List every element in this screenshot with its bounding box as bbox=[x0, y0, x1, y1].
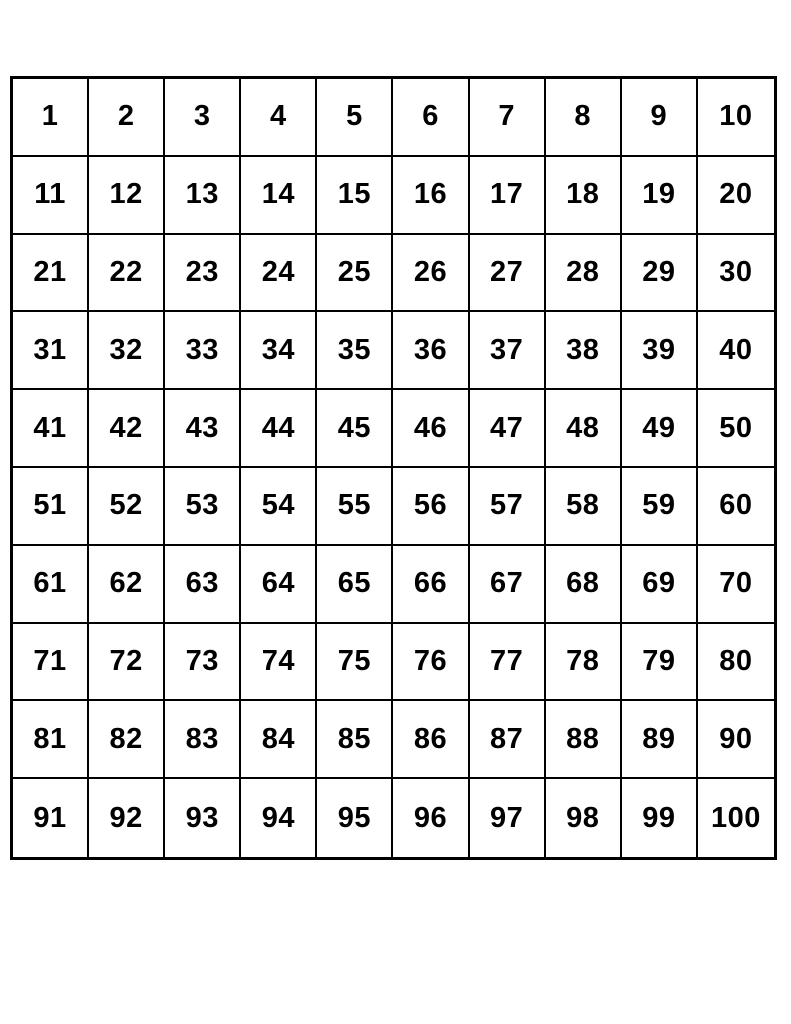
number-cell: 74 bbox=[241, 624, 317, 702]
number-cell: 78 bbox=[546, 624, 622, 702]
number-cell: 21 bbox=[13, 235, 89, 313]
number-cell: 62 bbox=[89, 546, 165, 624]
number-cell: 45 bbox=[317, 390, 393, 468]
number-cell: 87 bbox=[470, 701, 546, 779]
number-cell: 80 bbox=[698, 624, 774, 702]
number-cell: 10 bbox=[698, 79, 774, 157]
number-cell: 38 bbox=[546, 312, 622, 390]
number-cell: 34 bbox=[241, 312, 317, 390]
number-cell: 69 bbox=[622, 546, 698, 624]
number-cell: 92 bbox=[89, 779, 165, 857]
number-cell: 19 bbox=[622, 157, 698, 235]
number-cell: 3 bbox=[165, 79, 241, 157]
number-cell: 55 bbox=[317, 468, 393, 546]
number-cell: 31 bbox=[13, 312, 89, 390]
number-cell: 77 bbox=[470, 624, 546, 702]
number-cell: 88 bbox=[546, 701, 622, 779]
number-cell: 93 bbox=[165, 779, 241, 857]
number-cell: 72 bbox=[89, 624, 165, 702]
number-cell: 46 bbox=[393, 390, 469, 468]
number-cell: 64 bbox=[241, 546, 317, 624]
number-cell: 32 bbox=[89, 312, 165, 390]
number-cell: 48 bbox=[546, 390, 622, 468]
number-cell: 43 bbox=[165, 390, 241, 468]
number-cell: 50 bbox=[698, 390, 774, 468]
number-cell: 70 bbox=[698, 546, 774, 624]
number-cell: 8 bbox=[546, 79, 622, 157]
number-cell: 66 bbox=[393, 546, 469, 624]
number-cell: 18 bbox=[546, 157, 622, 235]
number-cell: 71 bbox=[13, 624, 89, 702]
number-cell: 5 bbox=[317, 79, 393, 157]
number-cell: 39 bbox=[622, 312, 698, 390]
number-cell: 90 bbox=[698, 701, 774, 779]
number-cell: 47 bbox=[470, 390, 546, 468]
number-cell: 35 bbox=[317, 312, 393, 390]
number-cell: 13 bbox=[165, 157, 241, 235]
number-cell: 75 bbox=[317, 624, 393, 702]
number-cell: 30 bbox=[698, 235, 774, 313]
number-cell: 53 bbox=[165, 468, 241, 546]
number-cell: 27 bbox=[470, 235, 546, 313]
number-cell: 61 bbox=[13, 546, 89, 624]
number-cell: 60 bbox=[698, 468, 774, 546]
number-cell: 65 bbox=[317, 546, 393, 624]
number-cell: 85 bbox=[317, 701, 393, 779]
number-cell: 41 bbox=[13, 390, 89, 468]
number-cell: 23 bbox=[165, 235, 241, 313]
number-cell: 73 bbox=[165, 624, 241, 702]
number-cell: 98 bbox=[546, 779, 622, 857]
number-cell: 42 bbox=[89, 390, 165, 468]
number-cell: 81 bbox=[13, 701, 89, 779]
number-cell: 54 bbox=[241, 468, 317, 546]
number-cell: 29 bbox=[622, 235, 698, 313]
number-cell: 7 bbox=[470, 79, 546, 157]
number-cell: 33 bbox=[165, 312, 241, 390]
number-cell: 84 bbox=[241, 701, 317, 779]
number-cell: 56 bbox=[393, 468, 469, 546]
number-cell: 59 bbox=[622, 468, 698, 546]
number-cell: 24 bbox=[241, 235, 317, 313]
number-cell: 97 bbox=[470, 779, 546, 857]
number-cell: 100 bbox=[710, 801, 761, 834]
number-cell: 96 bbox=[393, 779, 469, 857]
number-cell: 49 bbox=[622, 390, 698, 468]
number-cell: 52 bbox=[89, 468, 165, 546]
number-cell: 89 bbox=[622, 701, 698, 779]
number-cell: 68 bbox=[546, 546, 622, 624]
number-cell: 6 bbox=[393, 79, 469, 157]
number-cell: 16 bbox=[393, 157, 469, 235]
number-cell: 15 bbox=[317, 157, 393, 235]
number-cell: 2 bbox=[89, 79, 165, 157]
number-cell: 11 bbox=[13, 157, 89, 235]
number-cell: 67 bbox=[470, 546, 546, 624]
number-cell: 9 bbox=[622, 79, 698, 157]
number-cell: 17 bbox=[470, 157, 546, 235]
number-cell: 20 bbox=[698, 157, 774, 235]
number-cell: 37 bbox=[470, 312, 546, 390]
number-cell: 26 bbox=[393, 235, 469, 313]
number-cell: 79 bbox=[622, 624, 698, 702]
number-cell: 1 bbox=[13, 79, 89, 157]
number-cell: 86 bbox=[393, 701, 469, 779]
number-cell: 28 bbox=[546, 235, 622, 313]
number-cell: 12 bbox=[89, 157, 165, 235]
number-cell: 76 bbox=[393, 624, 469, 702]
number-cell: 14 bbox=[241, 157, 317, 235]
number-cell: 4 bbox=[241, 79, 317, 157]
number-cell: 99 bbox=[622, 779, 698, 857]
number-cell: 83 bbox=[165, 701, 241, 779]
number-cell: 94 bbox=[241, 779, 317, 857]
number-cell: 25 bbox=[317, 235, 393, 313]
number-cell: 22 bbox=[89, 235, 165, 313]
number-cell: 40 bbox=[698, 312, 774, 390]
number-cell: 36 bbox=[393, 312, 469, 390]
number-cell: 82 bbox=[89, 701, 165, 779]
number-cell: 44 bbox=[241, 390, 317, 468]
number-cell: 91 bbox=[13, 779, 89, 857]
number-cell: 63 bbox=[165, 546, 241, 624]
number-cell: 58 bbox=[546, 468, 622, 546]
number-cell: 57 bbox=[470, 468, 546, 546]
number-cell: 95 bbox=[317, 779, 393, 857]
number-cell: 51 bbox=[13, 468, 89, 546]
hundreds-chart bbox=[10, 76, 777, 860]
